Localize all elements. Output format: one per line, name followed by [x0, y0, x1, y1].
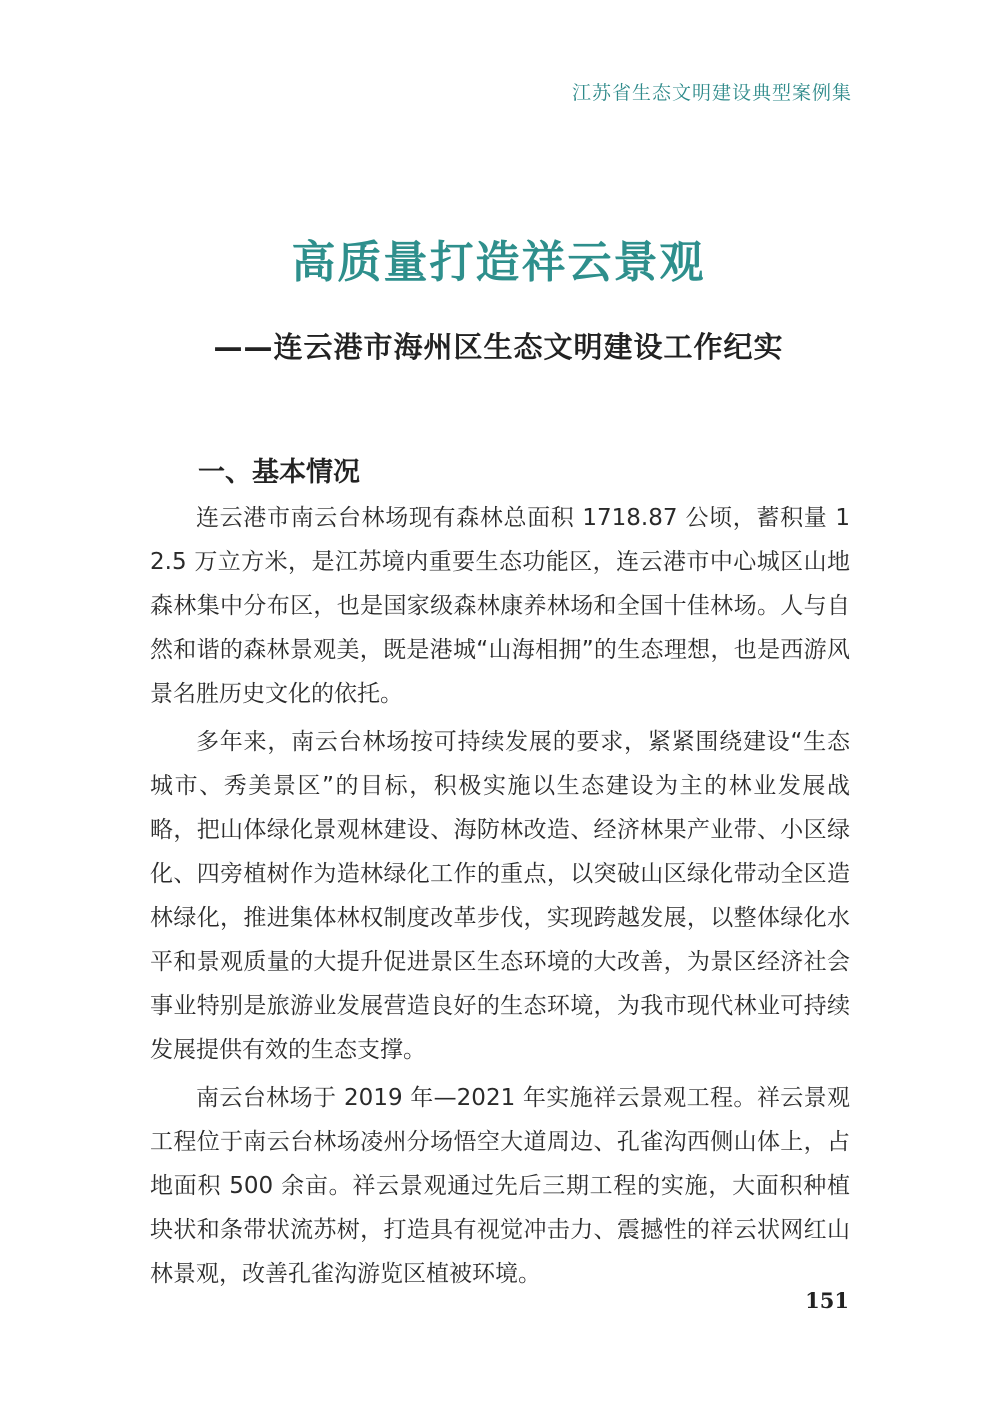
- section-heading: 一、基本情况: [198, 457, 360, 488]
- paragraph-2: 多年来，南云台林场按可持续发展的要求，紧紧围绕建设“生态城市、秀美景区”的目标，积极实施以生态建设为主的林业发展战略，把山体绿化景观林建设、海防林改造、经济林果产业带、小区绿化、四旁植树作为造林绿化工作的重点，以突破山区绿化带动全区造林绿化，推进集体林权制度改革步伐，实现跨越发展，以整体绿化水平和景观质量的大提升促进景区生态环境的大改善，为景区经济社会事业特别是旅游业发展营造良好的生态环境，为我市现代林业可持续发展提供有效的生态支撑。: [150, 729, 850, 1063]
- article-body: [150, 496, 850, 1300]
- page-number: 151: [805, 1288, 849, 1313]
- article-title: 高质量打造祥云景观: [291, 237, 706, 288]
- paragraph-3: 南云台林场于 2019 年—2021 年实施祥云景观工程。祥云景观工程位于南云台林场凌州分场悟空大道周边、孔雀沟西侧山体上，占地面积 500 余亩。祥云景观通过先后三期工程的实施，大面积种植块状和条带状流苏树，打造具有视觉冲击力、震撼性的祥云状网红山林景观，改善孔雀沟游览区植被环境。: [150, 1085, 850, 1287]
- paragraph-1: 连云港市南云台林场现有森林总面积 1718.87 公顷，蓄积量 12.5 万立方米，是江苏境内重要生态功能区，连云港市中心城区山地森林集中分布区，也是国家级森林康养林场和全国十佳林场。人与自然和谐的森林景观美，既是港城“山海相拥”的生态理想，也是西游风景名胜历史文化的依托。: [150, 505, 850, 707]
- running-header: 江苏省生态文明建设典型案例集: [571, 82, 852, 104]
- article-subtitle: ——连云港市海州区生态文明建设工作纪实: [213, 330, 784, 364]
